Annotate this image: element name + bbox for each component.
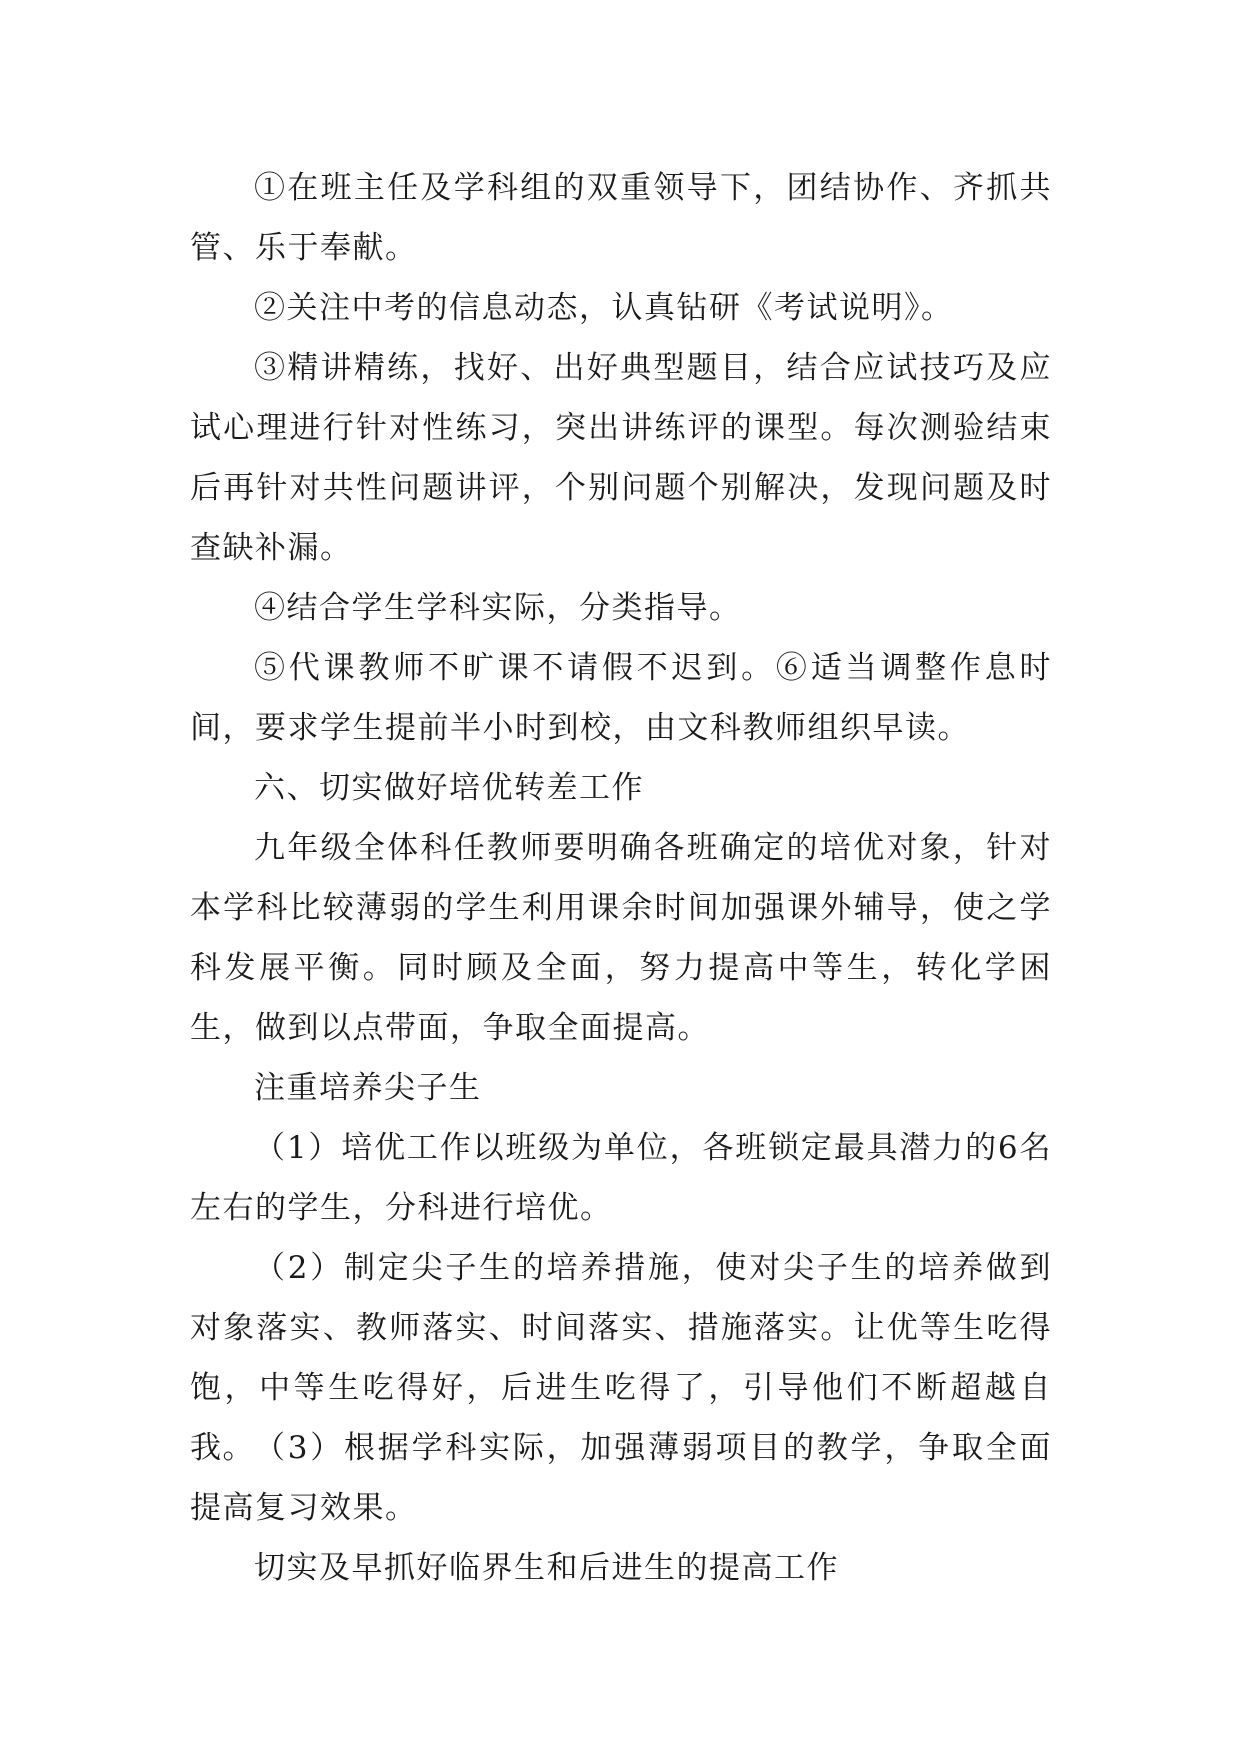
section-heading: 六、切实做好培优转差工作 <box>254 770 644 806</box>
subheading-borderline-students: 切实及早抓好临界生和后进生的提高工作 <box>254 1550 839 1586</box>
paragraph-11: （3）根据学科实际，加强薄弱项目的教学，争取全面提高复习效果。 <box>190 1430 1052 1526</box>
paragraph-10: （2）制定尖子生的培养措施，使对尖子生的培养做到对象落实、教师落实、时间落实、措施落实。让优等生吃得饱，中等生吃得好，后进生吃得了，引导他们不断超越自我。 <box>190 1250 1052 1466</box>
paragraph-9: （1）培优工作以班级为单位，各班锁定最具潜力的6名左右的学生，分科进行培优。 <box>190 1130 1052 1226</box>
paragraph-4: ④结合学生学科实际，分类指导。 <box>254 590 742 626</box>
paragraph-1: ①在班主任及学科组的双重领导下，团结协作、齐抓共管、乐于奉献。 <box>190 170 1052 266</box>
paragraph-2: ②关注中考的信息动态，认真钻研《考试说明》。 <box>254 290 954 326</box>
paragraph-3: ③精讲精练，找好、出好典型题目，结合应试技巧及应试心理进行针对性练习，突出讲练评的课型。每次测验结束后再针对共性问题讲评，个别问题个别解决，发现问题及时查缺补漏。 <box>190 350 1052 566</box>
paragraph-5: ⑤代课教师不旷课不请假不迟到。⑥适当调整作息时间，要求学生提前半小时到校，由文科教师组织早读。 <box>190 650 1052 746</box>
subheading-top-students: 注重培养尖子生 <box>254 1070 482 1106</box>
paragraph-7: 九年级全体科任教师要明确各班确定的培优对象，针对本学科比较薄弱的学生利用课余时间加强课外辅导，使之学科发展平衡。同时顾及全面，努力提高中等生，转化学困生，做到以点带面，争取全面提高。 <box>190 830 1052 1046</box>
